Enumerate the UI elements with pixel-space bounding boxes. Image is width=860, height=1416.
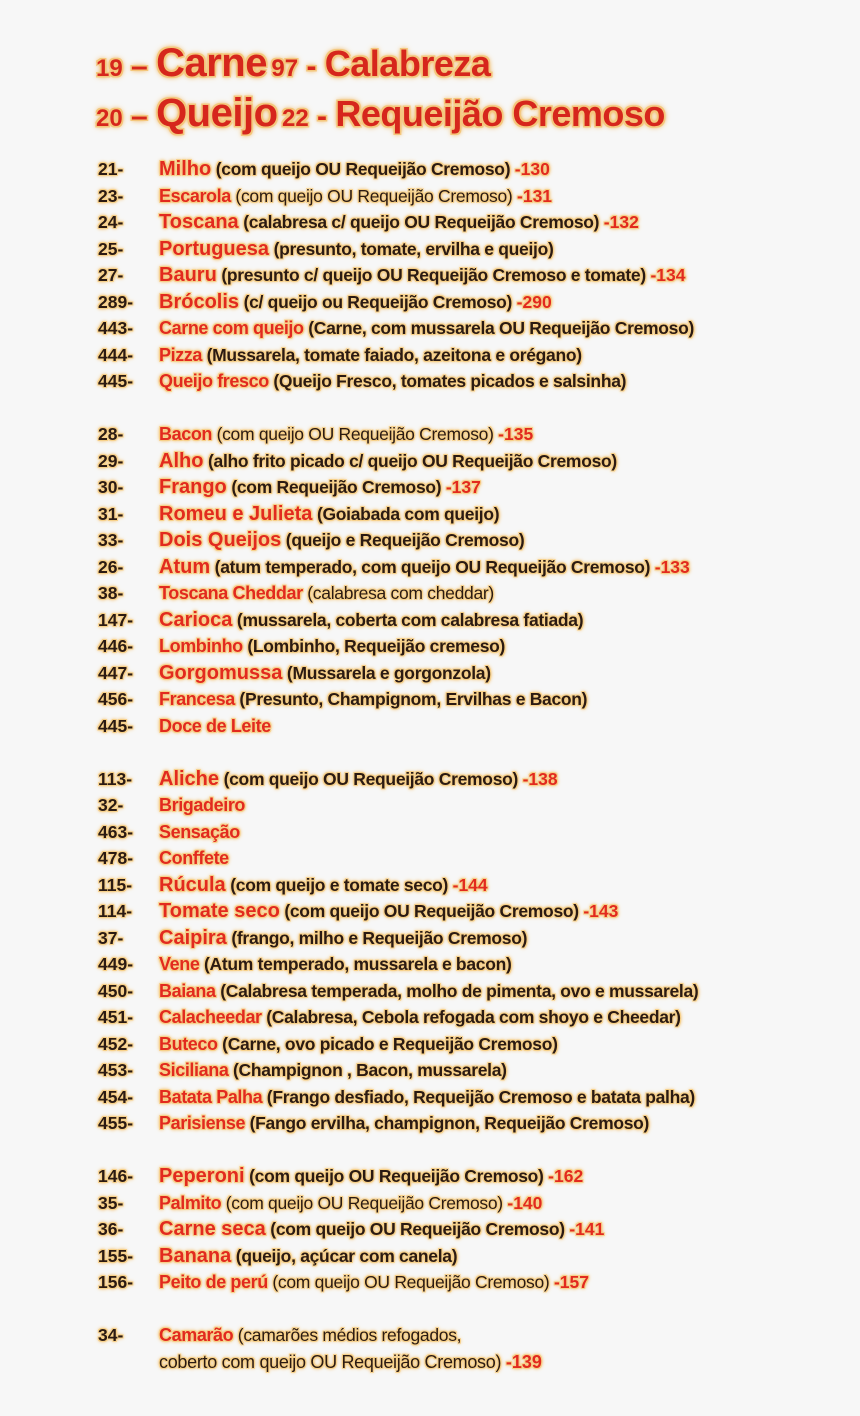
- item-name: Toscana: [159, 211, 239, 233]
- item-number: 32-: [98, 795, 124, 815]
- menu-item: [98, 1243, 798, 1270]
- item-description: (Mussarela e gorgonzola): [282, 662, 491, 683]
- item-description: (Champignon , Bacon, mussarela): [228, 1060, 507, 1080]
- menu-item: [98, 448, 798, 475]
- group-spacer: [98, 1137, 798, 1164]
- item-number: 113-: [98, 768, 133, 789]
- menu-item: [98, 660, 798, 687]
- item-name: Bauru: [159, 264, 217, 286]
- item-body: [159, 289, 552, 316]
- item-number: 26-: [98, 556, 124, 577]
- item-name: Banana: [159, 1244, 232, 1267]
- item-body: [159, 368, 626, 395]
- menu-item: [98, 951, 798, 978]
- item-name: Queijo fresco: [159, 371, 269, 391]
- item-description: (Carne, com mussarela OU Requeijão Cremoso): [303, 318, 695, 338]
- item-body: [159, 633, 505, 660]
- item-name: Brigadeiro: [159, 795, 246, 815]
- item-description: (com queijo OU Requeijão Cremoso): [244, 1166, 549, 1186]
- item-body: [159, 1216, 604, 1243]
- item-body: [159, 872, 488, 899]
- item-number: 289-: [98, 291, 134, 312]
- item-name: Bacon: [159, 424, 213, 444]
- item-alt-code: -143: [583, 901, 619, 921]
- item-description: (calabresa com cheddar): [302, 583, 494, 603]
- item-number: 445-: [98, 715, 134, 736]
- menu-item: [98, 1322, 798, 1349]
- menu-item: [98, 315, 798, 342]
- item-body: [159, 898, 618, 925]
- menu-item: [98, 1084, 798, 1111]
- item-name: Palmito: [159, 1192, 222, 1213]
- menu-item: [98, 1216, 798, 1243]
- item-number: 31-: [98, 503, 124, 524]
- item-name: Rúcula: [159, 873, 226, 896]
- item-alt-code: -290: [516, 291, 552, 312]
- menu-item: [98, 792, 798, 819]
- menu-item: [98, 898, 798, 925]
- header-item-number: 19: [96, 55, 123, 82]
- item-description: (Goiabada com queijo): [312, 503, 500, 524]
- item-name: Portuguesa: [159, 237, 270, 260]
- item-alt-code: -139: [505, 1351, 542, 1372]
- item-name: Baiana: [159, 980, 216, 1001]
- item-name: Caipira: [159, 926, 227, 949]
- item-alt-code: -131: [517, 185, 553, 206]
- item-name: Escarola: [159, 185, 231, 206]
- item-alt-code: -134: [650, 265, 686, 285]
- item-alt-code: -140: [507, 1192, 543, 1213]
- item-body: [159, 1190, 542, 1217]
- item-number: 25-: [98, 238, 124, 259]
- menu-item: [98, 1031, 798, 1058]
- item-description: (mussarela, coberta com calabresa fatiada): [232, 609, 584, 630]
- menu-item: [98, 236, 798, 263]
- item-description: (com queijo OU Requeijão Cremoso): [221, 1192, 508, 1213]
- item-name: Lombinho: [159, 636, 243, 656]
- item-name: Brócolis: [159, 290, 240, 313]
- item-name: Romeu e Julieta: [159, 502, 313, 525]
- item-name: Carne com queijo: [159, 318, 304, 338]
- item-number: 28-: [98, 424, 124, 444]
- menu-item: [98, 819, 798, 846]
- item-name: Camarão: [159, 1325, 234, 1345]
- item-body: [159, 1004, 681, 1031]
- item-name: Sensação: [159, 821, 240, 842]
- item-name: Peperoni: [159, 1165, 245, 1187]
- item-number: 451-: [98, 1007, 134, 1027]
- item-number: 446-: [98, 636, 134, 656]
- menu-item: [98, 1190, 798, 1217]
- item-number: 27-: [98, 265, 124, 285]
- menu-item: [98, 978, 798, 1005]
- item-name: Toscana Cheddar: [159, 583, 303, 603]
- item-name: Buteco: [159, 1033, 218, 1054]
- item-alt-code: -162: [548, 1166, 584, 1186]
- menu-item: [98, 580, 798, 607]
- item-number: 115-: [98, 874, 133, 895]
- header-item-name: Requeijão Cremoso: [335, 93, 665, 134]
- header-item-separator: –: [122, 50, 157, 83]
- item-description: (frango, milho e Requeijão Cremoso): [226, 927, 528, 948]
- item-description: (queijo, açúcar com canela): [231, 1245, 458, 1266]
- item-name: Milho: [159, 158, 212, 180]
- item-name: Tomate seco: [159, 900, 280, 922]
- item-body: [159, 845, 229, 872]
- item-alt-code: -144: [452, 874, 488, 895]
- item-alt-code: -132: [603, 212, 639, 232]
- item-number: 38-: [98, 583, 124, 603]
- menu-item: [98, 342, 798, 369]
- item-description: (Calabresa temperada, molho de pimenta, ovo e mussarela): [215, 980, 699, 1001]
- item-description: (com queijo OU Requeijão Cremoso): [265, 1219, 570, 1239]
- item-alt-code: -157: [553, 1272, 590, 1292]
- menu-item: [98, 1163, 798, 1190]
- item-body: [159, 686, 587, 713]
- item-number: 450-: [98, 980, 134, 1001]
- item-body: [159, 713, 271, 740]
- item-name: Doce de Leite: [159, 715, 271, 736]
- header-line-1: [96, 38, 665, 88]
- item-name: Conffete: [159, 848, 229, 868]
- item-body: [159, 1057, 507, 1084]
- item-body: [159, 315, 694, 342]
- item-description: (camarões médios refogados,: [233, 1325, 462, 1345]
- item-body: [159, 766, 558, 793]
- item-name: Francesa: [159, 689, 235, 709]
- menu-item: [98, 368, 798, 395]
- item-body: [159, 448, 617, 475]
- item-body: [159, 209, 639, 236]
- item-name: Batata Palha: [159, 1086, 263, 1107]
- item-name: Parisiense: [159, 1113, 246, 1133]
- item-name: Gorgomussa: [159, 661, 283, 684]
- item-number: 454-: [98, 1086, 134, 1107]
- item-alt-code: -133: [654, 556, 690, 577]
- item-body: [159, 978, 698, 1005]
- item-description: (atum temperado, com queijo OU Requeijão Cremoso): [210, 556, 655, 577]
- menu-item: [98, 262, 798, 289]
- item-body: [159, 1269, 589, 1296]
- item-name: Siciliana: [159, 1060, 229, 1080]
- item-number: 24-: [98, 212, 124, 232]
- item-description: (com queijo e tomate seco): [225, 874, 453, 895]
- item-description: (com queijo OU Requeijão Cremoso): [212, 424, 499, 444]
- item-description: (c/ queijo ou Requeijão Cremoso): [239, 291, 517, 312]
- item-description: coberto com queijo OU Requeijão Cremoso): [159, 1351, 506, 1372]
- header-item-separator: -: [298, 50, 325, 83]
- item-description: (com queijo OU Requeijão Cremoso): [211, 159, 515, 179]
- item-description: (Frango desfiado, Requeijão Cremoso e batata palha): [262, 1086, 695, 1107]
- item-description: (queijo e Requeijão Cremoso): [281, 530, 525, 550]
- item-body: [159, 421, 533, 448]
- header-item-separator: –: [122, 100, 157, 133]
- item-number: 455-: [98, 1113, 134, 1133]
- item-body: [159, 792, 245, 819]
- menu-item: [98, 845, 798, 872]
- item-number: 147-: [98, 609, 134, 630]
- menu-item: [98, 1004, 798, 1031]
- group-spacer: [98, 395, 798, 422]
- menu-item: [98, 872, 798, 899]
- item-number: 34-: [98, 1325, 124, 1345]
- menu-item: [98, 183, 798, 210]
- item-body: [159, 660, 491, 687]
- menu-item: [98, 209, 798, 236]
- menu-item: [98, 766, 798, 793]
- item-body: [159, 474, 481, 501]
- item-body: [159, 1084, 695, 1111]
- item-name: Frango: [159, 476, 227, 498]
- item-number: 449-: [98, 954, 134, 974]
- item-body: [159, 1243, 457, 1270]
- header-item-separator: -: [308, 100, 336, 133]
- header-line-2: [96, 88, 665, 138]
- menu-item: [98, 713, 798, 740]
- item-number: 36-: [98, 1219, 124, 1239]
- item-name: Calacheedar: [159, 1007, 262, 1027]
- group-spacer: [98, 1296, 798, 1323]
- menu-item: [98, 156, 798, 183]
- item-description: (Calabresa, Cebola refogada com shoyo e Cheedar): [261, 1007, 681, 1027]
- item-description: (Presunto, Champignom, Ervilhas e Bacon): [234, 689, 588, 709]
- item-description: (Fango ervilha, champignon, Requeijão Cremoso): [245, 1113, 650, 1133]
- item-number: 23-: [98, 185, 124, 206]
- item-description: (presunto, tomate, ervilha e queijo): [269, 238, 554, 259]
- item-name: Carioca: [159, 608, 233, 631]
- menu-item: [98, 925, 798, 952]
- header-item-name: Calabreza: [324, 43, 491, 84]
- menu-item: [98, 474, 798, 501]
- item-number: 463-: [98, 821, 134, 842]
- item-number: 444-: [98, 344, 134, 365]
- item-body: [159, 554, 690, 581]
- item-name: Peito de perú: [159, 1272, 268, 1292]
- group-spacer: [98, 739, 798, 766]
- item-number: 445-: [98, 371, 134, 391]
- item-body: [159, 607, 583, 634]
- item-description: (Lombinho, Requeijão cremeso): [242, 636, 506, 656]
- item-description-continued: [98, 1349, 798, 1376]
- item-body: [159, 156, 550, 183]
- header-item-name: Carne: [156, 41, 267, 85]
- menu-header: [96, 38, 665, 138]
- item-number: 29-: [98, 450, 124, 471]
- item-number: 447-: [98, 662, 134, 683]
- item-number: 452-: [98, 1033, 134, 1054]
- item-body: [159, 819, 240, 846]
- menu-item: [98, 501, 798, 528]
- item-description: (com queijo OU Requeijão Cremoso): [267, 1272, 554, 1292]
- item-body: [159, 236, 554, 263]
- item-name: Atum: [159, 555, 211, 578]
- menu-item: [98, 633, 798, 660]
- item-description: (com Requeijão Cremoso): [226, 477, 446, 497]
- item-description: (Mussarela, tomate faiado, azeitona e orégano): [202, 344, 582, 365]
- menu-item: [98, 607, 798, 634]
- item-body: [159, 1031, 558, 1058]
- item-alt-code: -141: [569, 1219, 605, 1239]
- header-item-name: Queijo: [156, 91, 278, 135]
- menu-item: [98, 421, 798, 448]
- item-description: (com queijo OU Requeijão Cremoso): [219, 768, 523, 789]
- item-body: [159, 951, 512, 978]
- header-item-number: 22: [281, 105, 309, 132]
- item-body: [159, 1322, 461, 1349]
- item-body: [159, 262, 685, 289]
- item-number: 453-: [98, 1060, 134, 1080]
- menu-item: [98, 686, 798, 713]
- item-description: (presunto c/ queijo OU Requeijão Cremoso e tomate): [216, 265, 651, 285]
- item-description: (com queijo OU Requeijão Cremoso): [230, 185, 518, 206]
- menu-item: [98, 1110, 798, 1137]
- item-name: Aliche: [159, 767, 220, 790]
- item-number: 146-: [98, 1166, 134, 1186]
- item-description: (calabresa c/ queijo OU Requeijão Cremoso): [238, 212, 604, 232]
- item-number: 156-: [98, 1272, 134, 1292]
- item-number: 155-: [98, 1245, 134, 1266]
- item-description: (Carne, ovo picado e Requeijão Cremoso): [217, 1033, 558, 1054]
- item-body: [159, 1110, 649, 1137]
- item-body: [159, 580, 494, 607]
- item-number: 33-: [98, 530, 124, 550]
- item-number: 35-: [98, 1192, 124, 1213]
- menu-item: [98, 1269, 798, 1296]
- item-alt-code: -130: [514, 159, 550, 179]
- item-description: (com queijo OU Requeijão Cremoso): [279, 901, 584, 921]
- item-body: [159, 501, 499, 528]
- menu-item: [98, 554, 798, 581]
- item-body: [159, 1163, 583, 1190]
- item-description: (Queijo Fresco, tomates picados e salsinha): [268, 371, 627, 391]
- item-number: 478-: [98, 848, 134, 868]
- item-number: 114-: [98, 901, 133, 921]
- item-body: [159, 183, 552, 210]
- item-body: [159, 925, 527, 952]
- item-body: [159, 527, 524, 554]
- item-number: 21-: [98, 159, 124, 179]
- item-description: (alho frito picado c/ queijo OU Requeijão Cremoso): [203, 450, 617, 471]
- header-item-number: 20: [96, 105, 123, 132]
- menu-item: [98, 527, 798, 554]
- item-alt-code: -135: [498, 424, 534, 444]
- item-body: [159, 342, 582, 369]
- item-number: 456-: [98, 689, 134, 709]
- menu-item: [98, 1057, 798, 1084]
- item-alt-code: -137: [445, 477, 481, 497]
- item-name: Vene: [159, 954, 200, 974]
- header-item-number: 97: [271, 55, 299, 82]
- item-name: Dois Queijos: [159, 529, 282, 551]
- item-number: 37-: [98, 927, 124, 948]
- menu-item: [98, 289, 798, 316]
- item-alt-code: -138: [522, 768, 558, 789]
- item-name: Pizza: [159, 344, 203, 365]
- item-number: 443-: [98, 318, 134, 338]
- pizza-menu-list: [98, 156, 798, 1375]
- item-number: 30-: [98, 477, 124, 497]
- item-description: (Atum temperado, mussarela e bacon): [199, 954, 512, 974]
- item-name: Alho: [159, 449, 204, 472]
- item-name: Carne seca: [159, 1218, 266, 1240]
